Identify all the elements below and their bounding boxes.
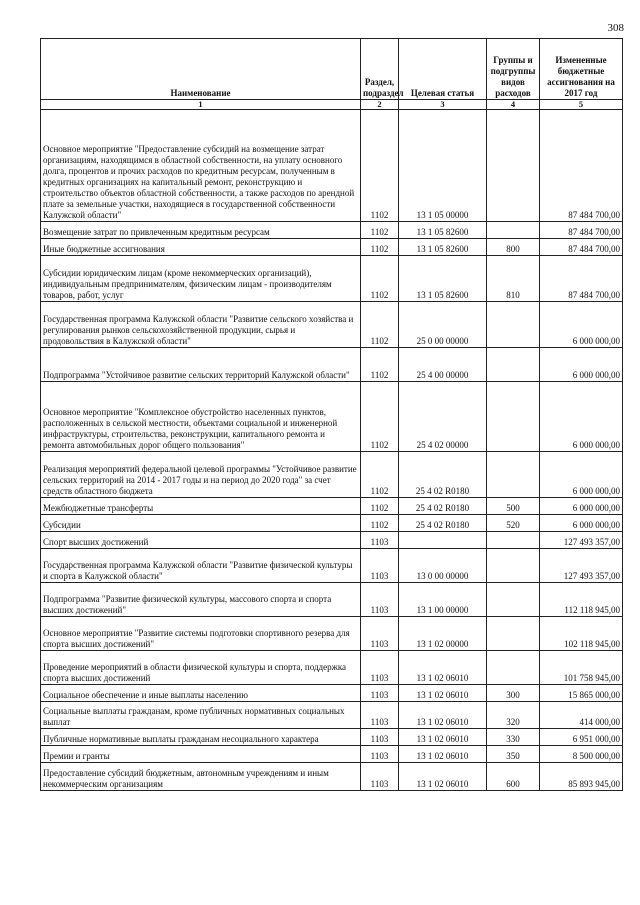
- header-name: Наименование: [41, 39, 361, 100]
- col-number: 1: [41, 100, 361, 110]
- budget-table: [40, 38, 623, 791]
- row-section: 1103: [361, 685, 399, 702]
- page-number: 308: [607, 22, 624, 34]
- row-target: 13 1 05 82600: [399, 239, 487, 256]
- row-group: 520: [487, 515, 540, 532]
- row-name: Спорт высших достижений: [41, 532, 361, 549]
- row-section: 1102: [361, 256, 399, 302]
- row-target: 25 4 02 00000: [399, 382, 487, 452]
- row-section: 1103: [361, 532, 399, 549]
- row-section: 1102: [361, 452, 399, 498]
- table-row: [41, 702, 623, 729]
- row-target: 25 0 00 00000: [399, 302, 487, 348]
- row-group: 320: [487, 702, 540, 729]
- row-target: 13 1 02 06010: [399, 702, 487, 729]
- row-amount: 414 000,00: [540, 702, 623, 729]
- table-row: [41, 515, 623, 532]
- row-section: 1103: [361, 702, 399, 729]
- row-name: Иные бюджетные ассигнования: [41, 239, 361, 256]
- row-group: 810: [487, 256, 540, 302]
- row-name: Субсидии: [41, 515, 361, 532]
- row-group: [487, 302, 540, 348]
- row-group: 300: [487, 685, 540, 702]
- row-name: Подпрограмма "Развитие физической культуры, массового спорта и спорта высших достижений": [41, 583, 361, 617]
- table-row: [41, 256, 623, 302]
- row-group: [487, 222, 540, 239]
- row-name: Публичные нормативные выплаты гражданам несоциального характера: [41, 729, 361, 746]
- table-body: [41, 110, 623, 791]
- row-name: Основное мероприятие "Комплексное обустройство населенных пунктов, расположенных в сельской местности, объектами социальной и инженерной инфраструктуры, строительства, реконструкции, капитального ремонта и ремонта автомобильных дорог общего пользования": [41, 382, 361, 452]
- table-row: [41, 110, 623, 222]
- row-section: 1102: [361, 382, 399, 452]
- row-target: 25 4 00 00000: [399, 348, 487, 382]
- header-target: Целевая статья: [399, 39, 487, 100]
- row-section: 1103: [361, 583, 399, 617]
- row-section: 1102: [361, 348, 399, 382]
- row-name: Предоставление субсидий бюджетным, автономным учреждениям и иным некоммерческим организациям: [41, 763, 361, 791]
- row-section: 1102: [361, 302, 399, 348]
- row-name: Возмещение затрат по привлеченным кредитным ресурсам: [41, 222, 361, 239]
- header-section: Раздел, подраздел: [361, 39, 399, 100]
- row-group: [487, 651, 540, 685]
- row-group: [487, 532, 540, 549]
- col-number: 2: [361, 100, 399, 110]
- row-amount: 6 000 000,00: [540, 498, 623, 515]
- row-amount: 87 484 700,00: [540, 110, 623, 222]
- row-target: 13 1 05 00000: [399, 110, 487, 222]
- row-amount: 87 484 700,00: [540, 222, 623, 239]
- row-group: 330: [487, 729, 540, 746]
- row-section: 1103: [361, 651, 399, 685]
- row-name: Основное мероприятие "Предоставление субсидий на возмещение затрат организациям, находящимся в областной собственности, на уплату основного долга, процентов и прочих расходов по кредитным ресурсам, полученным в кредитных организациях на капитальный ремонт, реконструкцию и строительство объектов областной собственности, а также расходов по арендной плате за земельные участки, находящиеся в государственной собственности Калужской области": [41, 110, 361, 222]
- table-row: [41, 549, 623, 583]
- row-group: 350: [487, 746, 540, 763]
- row-name: Подпрограмма "Устойчивое развитие сельских территорий Калужской области": [41, 348, 361, 382]
- table-row: [41, 452, 623, 498]
- row-section: 1103: [361, 549, 399, 583]
- row-target: 25 4 02 R0180: [399, 452, 487, 498]
- row-name: Социальные выплаты гражданам, кроме публичных нормативных социальных выплат: [41, 702, 361, 729]
- row-section: 1102: [361, 239, 399, 256]
- table-row: [41, 498, 623, 515]
- row-amount: 127 493 357,00: [540, 549, 623, 583]
- table-row: [41, 729, 623, 746]
- row-target: 13 1 02 06010: [399, 763, 487, 791]
- row-target: 25 4 02 R0180: [399, 515, 487, 532]
- row-target: [399, 532, 487, 549]
- row-group: [487, 110, 540, 222]
- row-section: 1102: [361, 222, 399, 239]
- col-number: 4: [487, 100, 540, 110]
- row-target: 13 1 05 82600: [399, 222, 487, 239]
- table-row: [41, 348, 623, 382]
- table-row: [41, 583, 623, 617]
- row-amount: 6 000 000,00: [540, 302, 623, 348]
- row-amount: 6 951 000,00: [540, 729, 623, 746]
- row-name: Премии и гранты: [41, 746, 361, 763]
- row-group: 500: [487, 498, 540, 515]
- header-groups: Группы и подгруппы видов расходов: [487, 39, 540, 100]
- row-section: 1103: [361, 763, 399, 791]
- row-group: [487, 452, 540, 498]
- row-amount: 112 118 945,00: [540, 583, 623, 617]
- row-target: 13 1 02 06010: [399, 729, 487, 746]
- row-section: 1102: [361, 515, 399, 532]
- col-number: 5: [540, 100, 623, 110]
- row-amount: 102 118 945,00: [540, 617, 623, 651]
- row-target: 25 4 02 R0180: [399, 498, 487, 515]
- table-row: [41, 239, 623, 256]
- row-group: [487, 348, 540, 382]
- row-target: 13 1 00 00000: [399, 583, 487, 617]
- row-group: [487, 549, 540, 583]
- row-target: 13 1 02 06010: [399, 685, 487, 702]
- row-name: Реализация мероприятий федеральной целевой программы "Устойчивое развитие сельских территорий на 2014 - 2017 годы и на период до 2020 года" за счет средств областного бюджета: [41, 452, 361, 498]
- row-target: 13 0 00 00000: [399, 549, 487, 583]
- row-group: [487, 617, 540, 651]
- row-section: 1103: [361, 617, 399, 651]
- row-section: 1103: [361, 729, 399, 746]
- row-group: 600: [487, 763, 540, 791]
- row-name: Государственная программа Калужской области "Развитие сельского хозяйства и регулирования рынков сельскохозяйственной продукции, сырья и продовольствия в Калужской области": [41, 302, 361, 348]
- row-name: Межбюджетные трансферты: [41, 498, 361, 515]
- table-row: [41, 763, 623, 791]
- row-target: 13 1 02 06010: [399, 651, 487, 685]
- row-section: 1102: [361, 110, 399, 222]
- row-amount: 8 500 000,00: [540, 746, 623, 763]
- table-row: [41, 685, 623, 702]
- row-amount: 6 000 000,00: [540, 452, 623, 498]
- row-target: 13 1 02 00000: [399, 617, 487, 651]
- row-name: Проведение мероприятий в области физической культуры и спорта, поддержка спорта высших достижений: [41, 651, 361, 685]
- table-row: [41, 651, 623, 685]
- row-amount: 6 000 000,00: [540, 348, 623, 382]
- row-group: [487, 583, 540, 617]
- row-name: Государственная программа Калужской области "Развитие физической культуры и спорта в Калужской области": [41, 549, 361, 583]
- row-amount: 15 865 000,00: [540, 685, 623, 702]
- row-target: 13 1 05 82600: [399, 256, 487, 302]
- table-row: [41, 617, 623, 651]
- table-row: [41, 532, 623, 549]
- row-name: Основное мероприятие "Развитие системы подготовки спортивного резерва для спорта высших достижений": [41, 617, 361, 651]
- header-amount: Измененные бюджетные ассигнования на 2017 год: [540, 39, 623, 100]
- table-row: [41, 382, 623, 452]
- row-amount: 6 000 000,00: [540, 515, 623, 532]
- row-amount: 127 493 357,00: [540, 532, 623, 549]
- row-group: [487, 382, 540, 452]
- row-amount: 87 484 700,00: [540, 239, 623, 256]
- row-amount: 85 893 945,00: [540, 763, 623, 791]
- table-row: [41, 302, 623, 348]
- row-name: Субсидии юридическим лицам (кроме некоммерческих организаций), индивидуальным предпринимателям, физическим лицам - производителям товаров, работ, услуг: [41, 256, 361, 302]
- row-group: 800: [487, 239, 540, 256]
- table-row: [41, 746, 623, 763]
- row-section: 1102: [361, 498, 399, 515]
- row-target: 13 1 02 06010: [399, 746, 487, 763]
- table-row: [41, 222, 623, 239]
- row-name: Социальное обеспечение и иные выплаты населению: [41, 685, 361, 702]
- row-section: 1103: [361, 746, 399, 763]
- row-amount: 6 000 000,00: [540, 382, 623, 452]
- row-amount: 87 484 700,00: [540, 256, 623, 302]
- col-number: 3: [399, 100, 487, 110]
- row-amount: 101 758 945,00: [540, 651, 623, 685]
